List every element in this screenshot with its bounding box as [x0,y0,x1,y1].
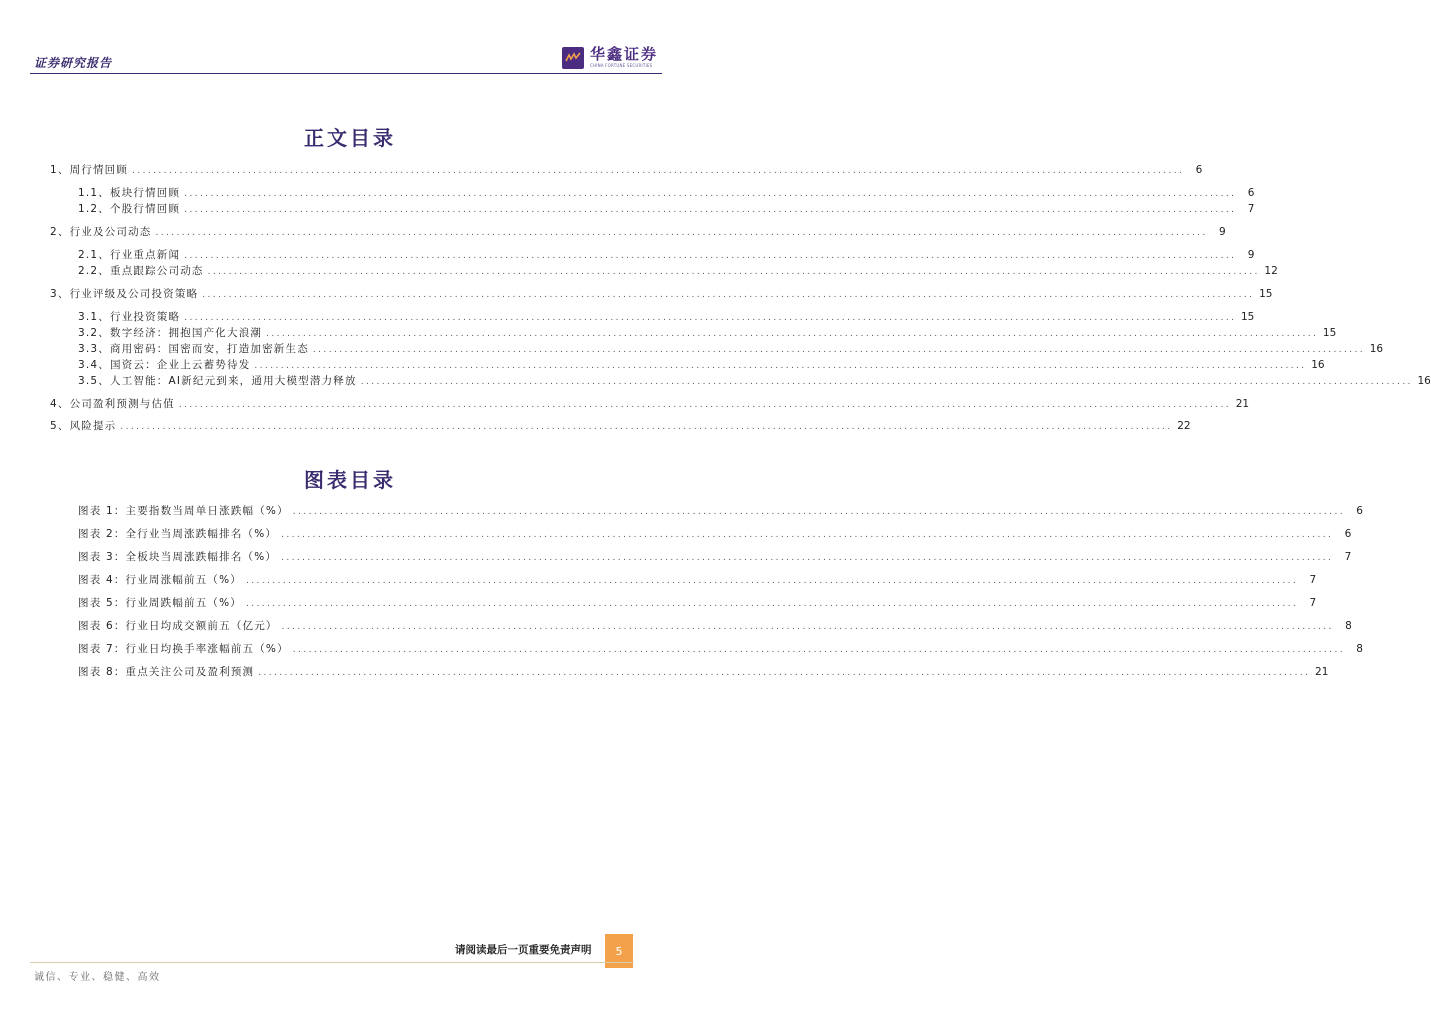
dot-leader: ........................................................................................................................................................................................................ [292,645,1345,655]
main-toc-entry-page: 16 [1417,375,1431,387]
main-toc-entry[interactable] [78,185,1255,200]
dot-leader: ........................................................................................................................................................................................................ [184,189,1237,199]
company-motto: 诚信、专业、稳健、高效 [34,972,161,983]
main-toc-entry-title: 5、风险提示 [50,420,117,432]
main-toc-entry-page: 12 [1264,265,1278,277]
dot-leader: ........................................................................................................................................................................................................ [266,329,1319,339]
figure-toc-entry-page: 7 [1309,574,1317,586]
dot-leader: ........................................................................................................................................................................................................ [178,400,1232,410]
main-toc-entry-title: 2、行业及公司动态 [50,226,152,238]
main-toc-entry-title: 1.1、板块行情回顾 [78,187,181,199]
dot-leader: ........................................................................................................................................................................................................ [184,313,1237,323]
figure-toc-entry-page: 6 [1356,505,1363,517]
main-toc-entry[interactable] [78,357,1325,372]
main-toc-entry[interactable] [50,224,1226,239]
main-toc-entry-page: 15 [1322,327,1337,339]
dot-leader: ........................................................................................................................................................................................................ [184,251,1237,261]
company-logo [562,46,658,69]
logo-name-cn: 华鑫证券 [590,45,659,63]
figure-toc-entry-title: 图表 5：行业周跌幅前五（%） [78,597,242,609]
figure-toc-entry[interactable] [78,664,1329,679]
main-toc-entry-title: 1、周行情回顾 [50,164,129,176]
main-toc-entry-title: 3.5、人工智能：AI新纪元到来，通用大模型潜力释放 [78,375,357,387]
dot-leader: ........................................................................................................................................................................................................ [281,530,1334,540]
main-toc-entry[interactable] [78,247,1255,262]
main-toc-entry[interactable] [50,396,1250,411]
main-toc-entry-page: 22 [1177,420,1191,432]
figure-toc-entry-page: 7 [1309,597,1317,609]
main-toc-entry-page: 9 [1218,226,1226,238]
main-toc-entry-page: 16 [1311,359,1325,371]
dot-leader: ........................................................................................................................................................................................................ [292,507,1345,517]
logo-mark-icon [562,47,584,69]
main-toc-entry-title: 3.3、商用密码：国密而安，打造加密新生态 [78,343,309,355]
main-toc-entry-title: 3.2、数字经济：拥抱国产化大浪潮 [78,327,263,339]
figure-toc-entry-title: 图表 1：主要指数当周单日涨跌幅（%） [78,505,289,517]
main-toc-entry-title: 2.1、行业重点新闻 [78,249,181,261]
page-number: 5 [605,934,633,968]
main-toc-entry-page: 9 [1247,249,1255,261]
figure-toc-entry[interactable] [78,595,1317,610]
main-toc-entry[interactable] [78,309,1255,324]
dot-leader: ........................................................................................................................................................................................................ [155,228,1208,238]
main-toc-entry-title: 3.1、行业投资策略 [78,311,181,323]
figure-toc-entry[interactable] [78,526,1352,541]
main-toc-entry-page: 6 [1195,164,1203,176]
main-toc-entry[interactable] [50,286,1273,301]
main-toc-entry-page: 21 [1235,398,1250,410]
main-toc-entry-title: 3、行业评级及公司投资策略 [50,288,199,300]
figure-toc-entry-page: 8 [1345,620,1352,632]
dot-leader: ........................................................................................................................................................................................................ [120,422,1173,432]
figure-toc-entry-page: 7 [1344,551,1352,563]
main-toc-entry[interactable] [78,263,1278,278]
main-toc-entry-page: 15 [1259,288,1273,300]
figure-toc-entry-page: 8 [1356,643,1363,655]
figure-toc-title: 图表目录 [304,468,396,492]
main-toc-entry-title: 1.2、个股行情回顾 [78,203,181,215]
figure-toc-entry-title: 图表 7：行业日均换手率涨幅前五（%） [78,643,289,655]
main-toc-entry[interactable] [78,201,1255,216]
main-toc-entry-title: 3.4、国资云：企业上云蓄势待发 [78,359,251,371]
dot-leader: ........................................................................................................................................................................................................ [281,622,1334,632]
dot-leader: ........................................................................................................................................................................................................ [207,267,1260,277]
main-toc-entry[interactable] [50,418,1191,433]
main-toc-entry[interactable] [78,325,1337,340]
main-toc-title: 正文目录 [304,126,396,150]
dot-leader: ........................................................................................................................................................................................................ [254,361,1307,371]
dot-leader: ........................................................................................................................................................................................................ [258,668,1311,678]
figure-toc-entry-title: 图表 4：行业周涨幅前五（%） [78,574,242,586]
main-toc-entry[interactable] [78,373,1431,388]
dot-leader: ........................................................................................................................................................................................................ [246,576,1299,586]
figure-toc-entry-title: 图表 8：重点关注公司及盈利预测 [78,666,255,678]
main-toc-entry-title: 4、公司盈利预测与估值 [50,398,175,410]
figure-toc-entry-title: 图表 3：全板块当周涨跌幅排名（%） [78,551,278,563]
dot-leader: ........................................................................................................................................................................................................ [132,166,1185,176]
report-label: 证券研究报告 [34,56,113,70]
dot-leader: ........................................................................................................................................................................................................ [202,290,1255,300]
figure-toc-entry-title: 图表 6：行业日均成交额前五（亿元） [78,620,278,632]
dot-leader: ........................................................................................................................................................................................................ [360,377,1413,387]
main-toc-entry-title: 2.2、重点跟踪公司动态 [78,265,204,277]
figure-toc-entry[interactable] [78,572,1317,587]
main-toc-entry-page: 16 [1369,343,1384,355]
main-toc-entry-page: 7 [1247,203,1255,215]
logo-name-en: CHINA FORTUNE SECURITIES [590,63,653,68]
footer-divider [30,962,634,963]
dot-leader: ........................................................................................................................................................................................................ [312,345,1366,355]
figure-toc-entry-page: 6 [1344,528,1352,540]
figure-toc-entry[interactable] [78,549,1352,564]
figure-toc-entry[interactable] [78,503,1363,518]
figure-toc-entry-page: 21 [1315,666,1329,678]
main-toc-entry-page: 15 [1241,311,1255,323]
main-toc-entry-page: 6 [1247,187,1255,199]
dot-leader: ........................................................................................................................................................................................................ [281,553,1334,563]
figure-toc-entry-title: 图表 2：全行业当周涨跌幅排名（%） [78,528,278,540]
dot-leader: ........................................................................................................................................................................................................ [246,599,1299,609]
figure-toc-entry[interactable] [78,618,1352,633]
header-divider [30,73,662,74]
disclaimer-notice[interactable]: 请阅读最后一页重要免责声明 [455,944,592,956]
dot-leader: ........................................................................................................................................................................................................ [184,205,1237,215]
main-toc-entry[interactable] [50,162,1203,177]
figure-toc-entry[interactable] [78,641,1363,656]
main-toc-entry[interactable] [78,341,1384,356]
